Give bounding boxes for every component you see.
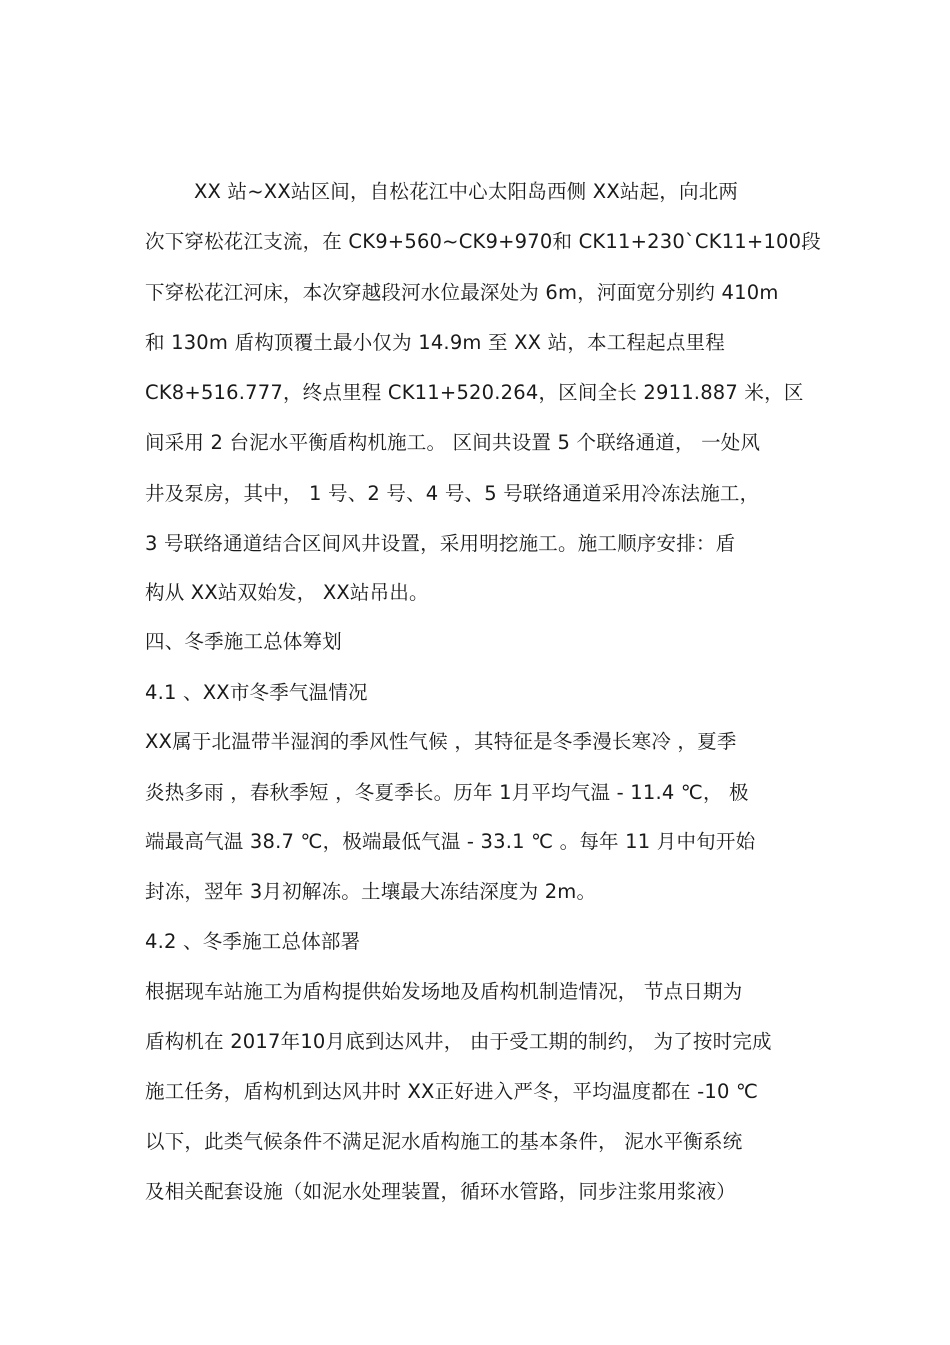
paragraph-line: 和 130m 盾构顶覆土最小仅为 14.9m 至 XX 站，本工程起点里程 (145, 331, 725, 354)
paragraph-line: XX属于北温带半湿润的季风性气候 ，其特征是冬季漫长寒冷 ，夏季 (145, 730, 737, 753)
paragraph-line: 间采用 2 台泥水平衡盾构机施工。 区间共设置 5 个联络通道， 一处风 (145, 431, 761, 454)
section-heading: 四、冬季施工总体筹划 (145, 630, 343, 653)
paragraph-line: 炎热多雨 ，春秋季短 ，冬夏季长。历年 1月平均气温 - 11.4 ℃， 极 (145, 781, 749, 804)
paragraph-line: CK8+516.777，终点里程 CK11+520.264，区间全长 2911.887 米，区 (145, 381, 804, 404)
paragraph-line: 端最高气温 38.7 ℃，极端最低气温 - 33.1 ℃ 。每年 11 月中旬开始 (145, 830, 756, 853)
paragraph-line: 次下穿松花江支流，在 CK9+560~CK9+970和 CK11+230`CK11+100段 (145, 230, 821, 253)
paragraph-line: 施工任务，盾构机到达风井时 XX正好进入严冬，平均温度都在 -10 ℃ (145, 1080, 759, 1103)
paragraph-line: 根据现车站施工为盾构提供始发场地及盾构机制造情况， 节点日期为 (145, 980, 743, 1003)
paragraph-line: 构从 XX站双始发， XX站吊出。 (145, 581, 429, 604)
paragraph-line: 及相关配套设施（如泥水处理装置，循环水管路，同步注浆用浆液） (145, 1180, 737, 1203)
paragraph-line: 盾构机在 2017年10月底到达风井， 由于受工期的制约， 为了按时完成 (145, 1030, 772, 1053)
paragraph-line: XX 站~XX站区间，自松花江中心太阳岛西侧 XX站起，向北两 (194, 180, 739, 203)
subsection-heading: 4.1 、XX市冬季气温情况 (145, 681, 368, 704)
paragraph-line: 井及泵房，其中， 1 号、2 号、4 号、5 号联络通道采用冷冻法施工， (145, 482, 760, 505)
paragraph-line: 封冻，翌年 3月初解冻。土壤最大冻结深度为 2m。 (145, 880, 597, 903)
paragraph-line: 以下，此类气候条件不满足泥水盾构施工的基本条件， 泥水平衡系统 (145, 1130, 743, 1153)
subsection-heading: 4.2 、冬季施工总体部署 (145, 930, 361, 953)
paragraph-line: 下穿松花江河床，本次穿越段河水位最深处为 6m，河面宽分别约 410m (145, 281, 779, 304)
paragraph-line: 3 号联络通道结合区间风井设置，采用明挖施工。施工顺序安排：盾 (145, 532, 736, 555)
